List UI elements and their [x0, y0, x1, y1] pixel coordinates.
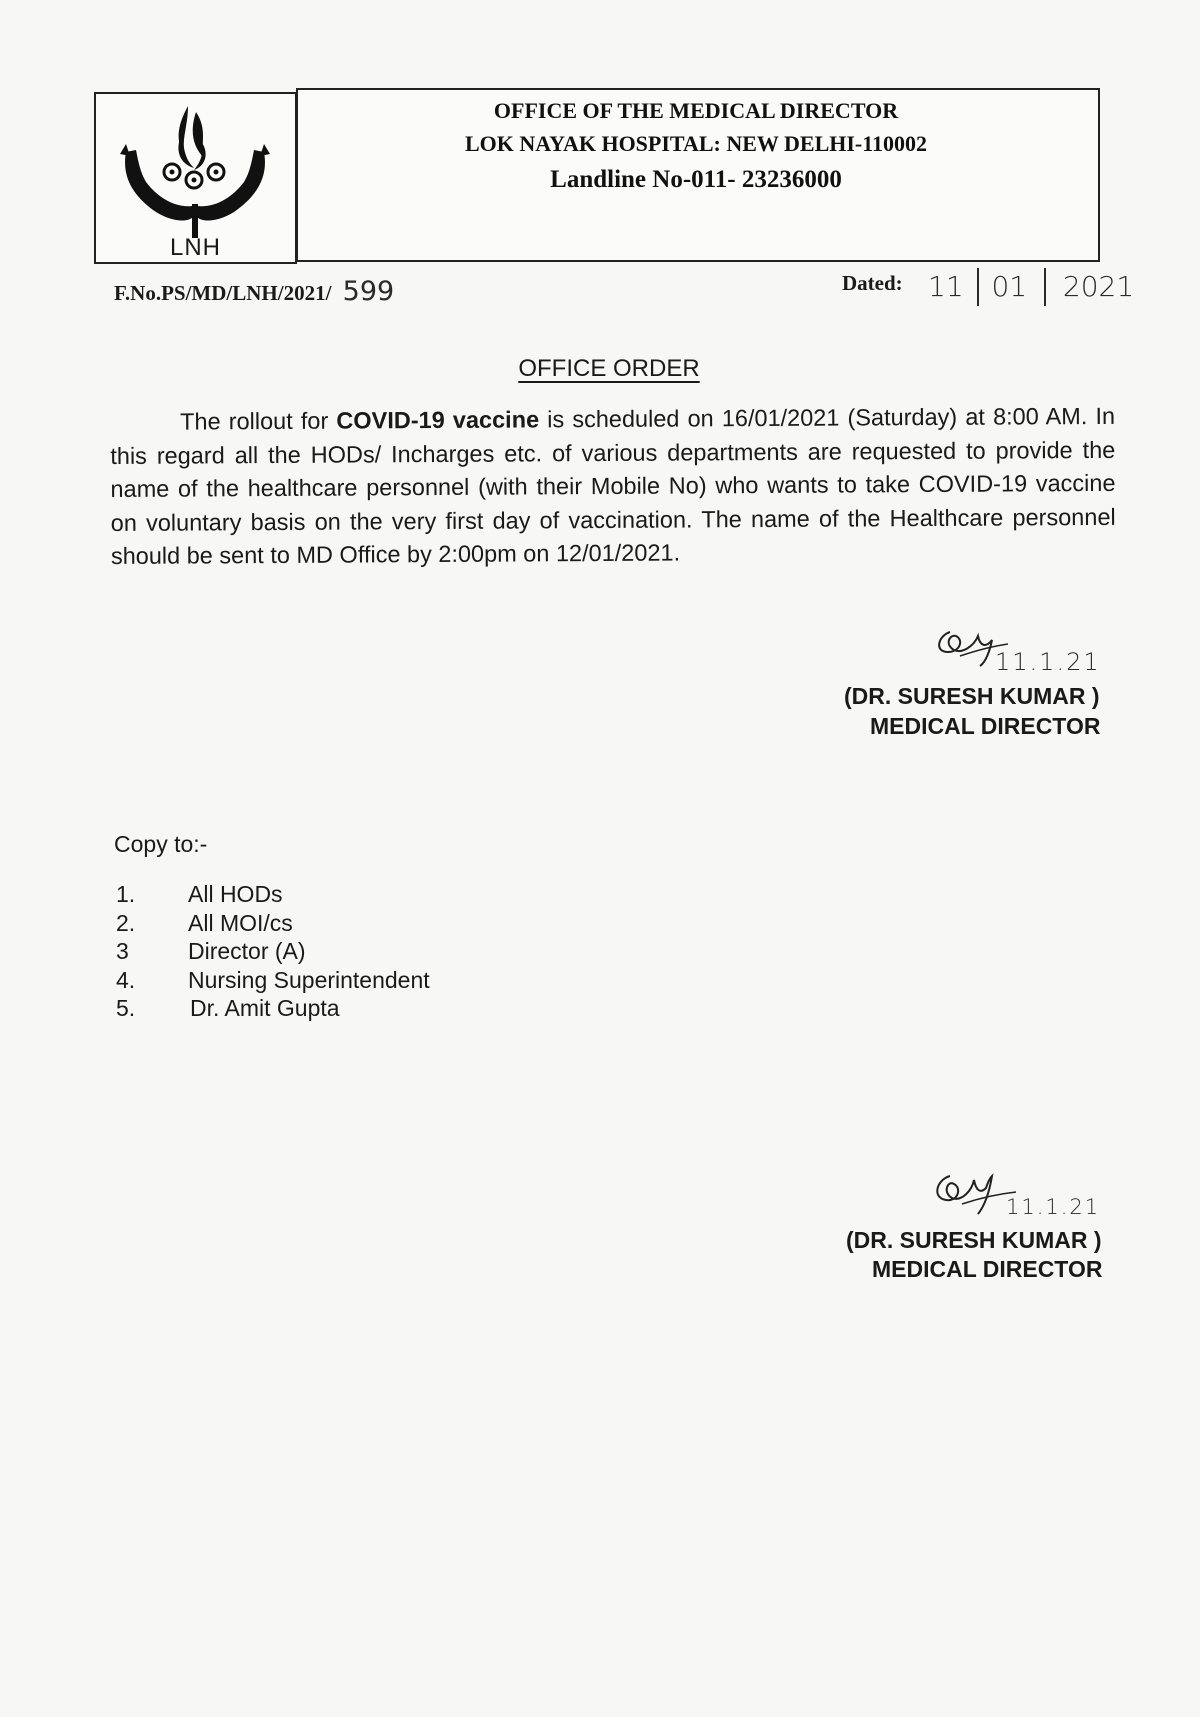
list-item: 5. Dr. Amit Gupta [116, 995, 340, 1021]
document-title: OFFICE ORDER [518, 355, 700, 382]
date-handwritten [928, 268, 1134, 306]
file-number-handwritten: 599 [342, 276, 395, 307]
date-year: 2021 [1062, 270, 1135, 303]
signature-bottom-designation: MEDICAL DIRECTOR [872, 1256, 1103, 1282]
body-text-2: is scheduled on 16/01/2021 (Saturday) at 8:00 AM. In this regard all the HODs/ Incharges etc. of various departments are requested to provide the name of the healthcare personnel (with their Mobile No) who wants to take COVID-19 vaccine on voluntary basis on the very first day of vaccination. The name of the Healthcare personnel should be sent to MD Office by 2:00pm on 12/01/2021. [110, 402, 1116, 569]
landline-heading: Landline No-011- 23236000 [550, 166, 842, 193]
signature-top-designation: MEDICAL DIRECTOR [870, 713, 1101, 739]
office-heading: OFFICE OF THE MEDICAL DIRECTOR [493, 98, 899, 123]
dated-label: Dated: [842, 271, 903, 295]
signature-top-date: 11.1.21 [995, 648, 1101, 676]
list-item: 1. All HODs [116, 881, 283, 907]
date-day: 11 [928, 270, 964, 303]
hospital-heading: LOK NAYAK HOSPITAL: NEW DELHI-110002 [464, 131, 928, 156]
list-item: 3 Director (A) [116, 938, 306, 964]
signature-bottom-icon [928, 1168, 1018, 1220]
body-paragraph [110, 400, 1116, 574]
copy-to-list [116, 881, 616, 1024]
copy-to-label: Copy to:- [114, 831, 208, 857]
signature-bottom-date: 11.1.21 [1006, 1195, 1101, 1219]
date-month: 01 [991, 270, 1028, 303]
body-text-bold: COVID-19 vaccine [336, 406, 540, 434]
list-item: 4. Nursing Superintendent [116, 966, 430, 993]
file-number [114, 276, 394, 307]
body-text-1: The rollout for [180, 407, 337, 435]
file-number-label: F.No.PS/MD/LNH/2021/ [114, 281, 332, 305]
logo-text: LNH [169, 234, 221, 261]
list-item: 2. All MOI/cs [116, 909, 293, 936]
logo-box [94, 92, 297, 264]
signature-bottom-name: (DR. SURESH KUMAR ) [846, 1227, 1102, 1253]
signature-top-name: (DR. SURESH KUMAR ) [844, 683, 1100, 709]
